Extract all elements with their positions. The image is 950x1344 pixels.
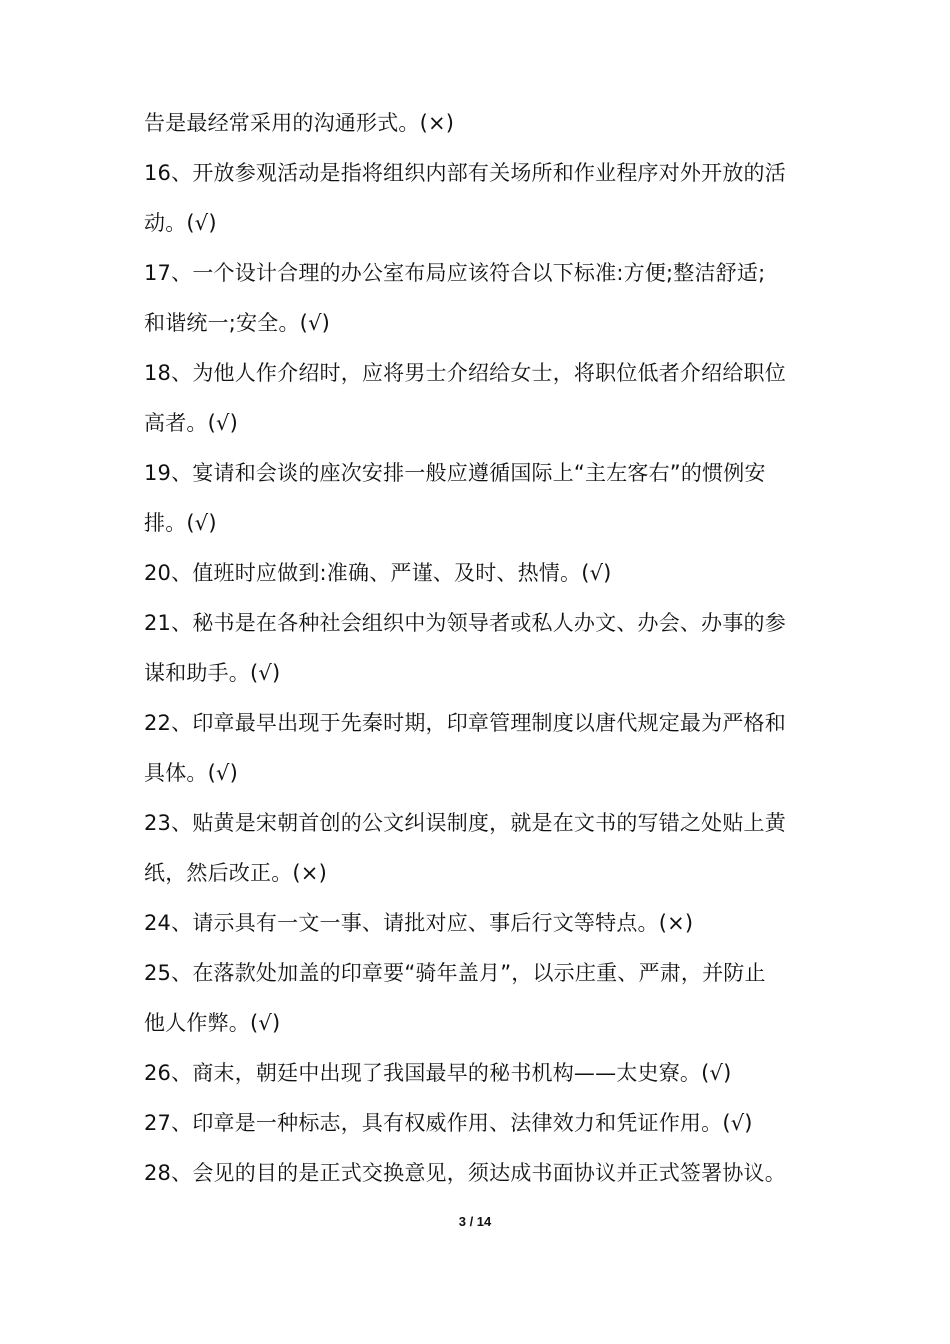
page-number: 3 / 14 (458, 1214, 492, 1229)
text-line: 具体。(√) (144, 761, 238, 785)
text-line: 18、为他人作介绍时，应将男士介绍给女士，将职位低者介绍给职位 (144, 361, 786, 385)
text-line: 21、秘书是在各种社会组织中为领导者或私人办文、办会、办事的参 (144, 611, 786, 635)
text-line: 28、会见的目的是正式交换意见，须达成书面协议并正式签署协议。 (144, 1161, 786, 1185)
text-line: 他人作弊。(√) (144, 1011, 281, 1035)
text-line: 24、请示具有一文一事、请批对应、事后行文等特点。(×) (144, 911, 694, 935)
text-line: 20、值班时应做到:准确、严谨、及时、热情。(√) (144, 561, 612, 585)
text-line: 谋和助手。(√) (144, 661, 281, 685)
text-line: 19、宴请和会谈的座次安排一般应遵循国际上“主左客右”的惯例安 (144, 461, 766, 485)
text-line: 16、开放参观活动是指将组织内部有关场所和作业程序对外开放的活 (144, 161, 786, 185)
text-line: 26、商末，朝廷中出现了我国最早的秘书机构——太史寮。(√) (144, 1061, 732, 1085)
text-line: 排。(√) (144, 511, 217, 535)
text-line: 22、印章最早出现于先秦时期，印章管理制度以唐代规定最为严格和 (144, 711, 786, 735)
document-body (144, 98, 824, 1198)
text-line: 23、贴黄是宋朝首创的公文纠误制度，就是在文书的写错之处贴上黄 (144, 811, 786, 835)
text-line: 纸，然后改正。(×) (144, 861, 327, 885)
text-line: 25、在落款处加盖的印章要“骑年盖月”，以示庄重、严肃，并防止 (144, 961, 766, 985)
text-line: 动。(√) (144, 211, 217, 235)
text-line: 高者。(√) (144, 411, 238, 435)
text-line: 告是最经常采用的沟通形式。(×) (144, 111, 455, 135)
text-line: 17、一个设计合理的办公室布局应该符合以下标准:方便;整洁舒适; (144, 261, 766, 285)
text-line: 27、印章是一种标志，具有权威作用、法律效力和凭证作用。(√) (144, 1111, 753, 1135)
text-line: 和谐统一;安全。(√) (144, 311, 331, 335)
